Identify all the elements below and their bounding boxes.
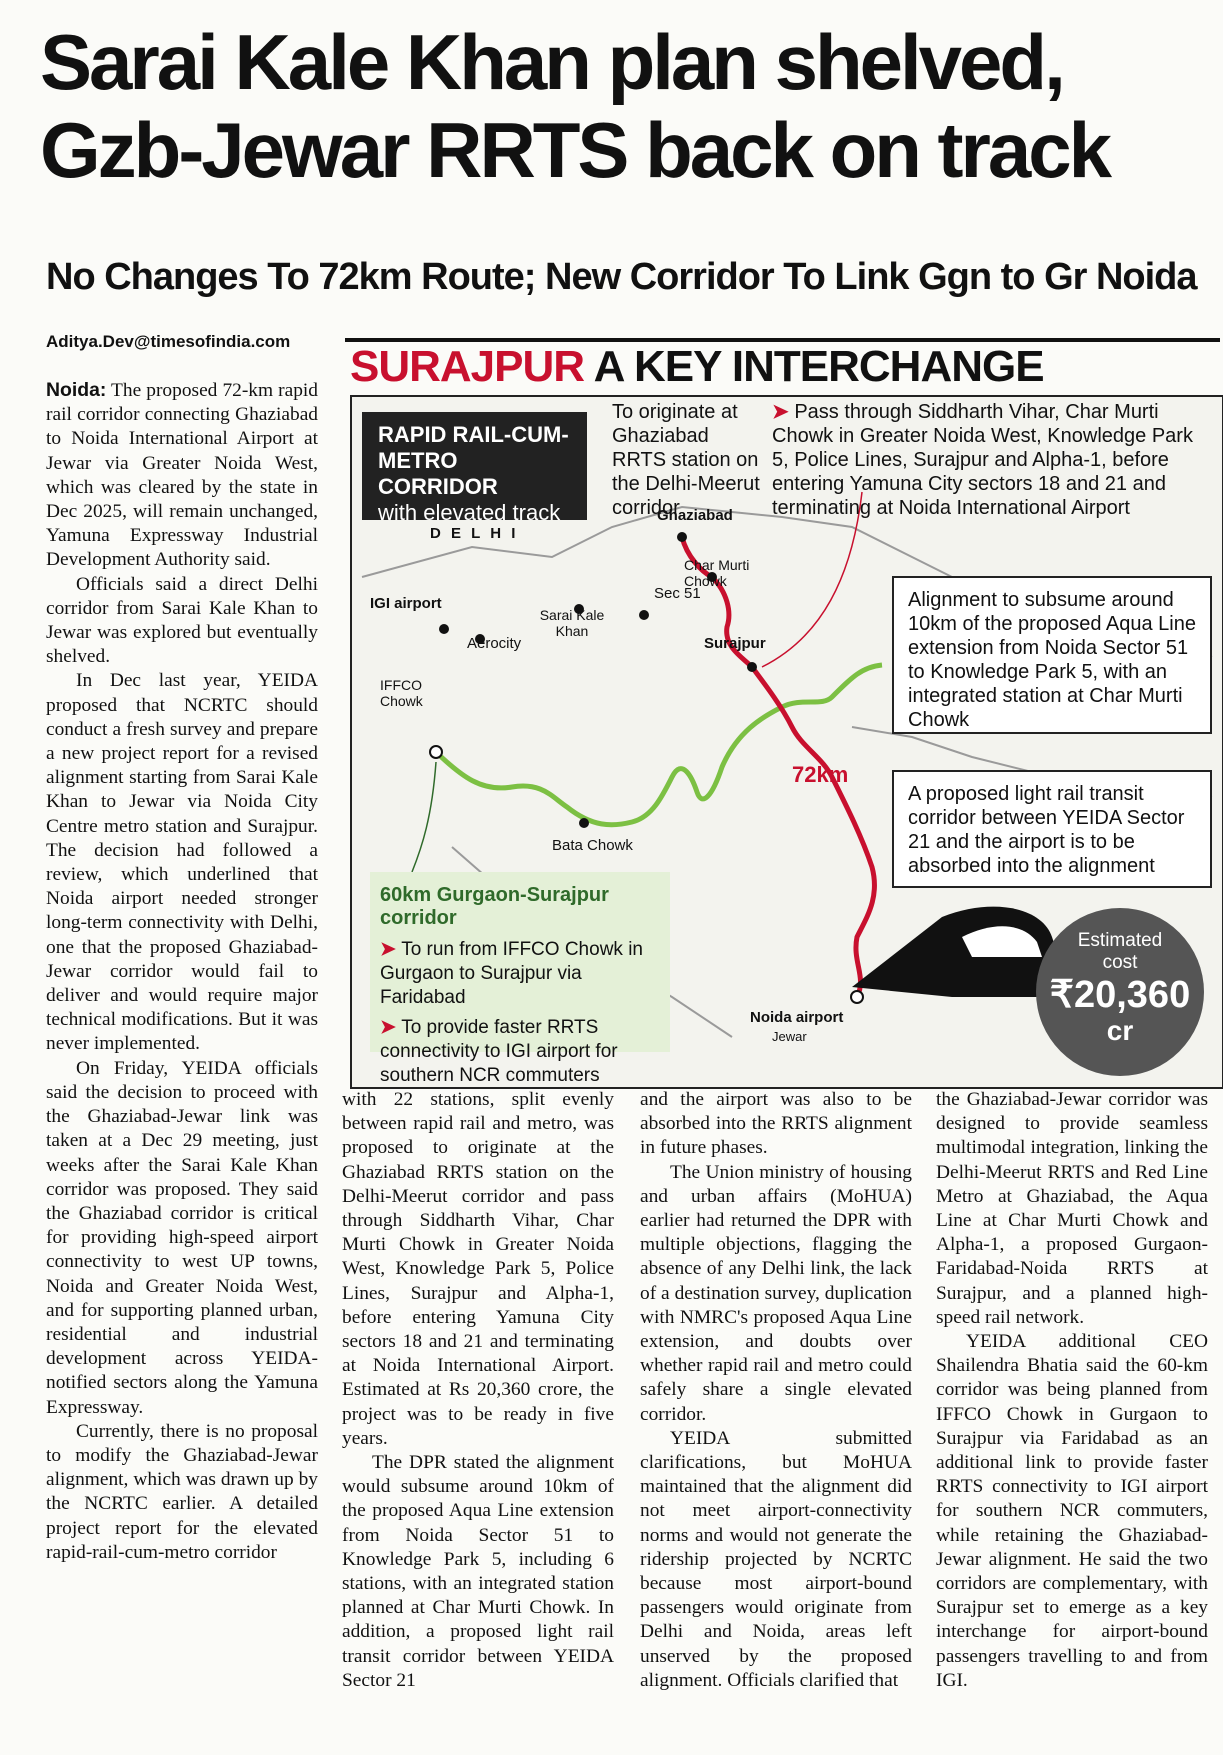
col3-para-2: The Union ministry of housing and urban affairs (MoHUA) earlier had returned the DPR with multiple objections, flagging the absence of any Delhi link, the lack of a destination survey, duplication with NMRC's proposed Aqua Line extension, and doubts over whether rapid rail and metro could safely share a single elevated corridor. (640, 1161, 912, 1425)
map-label-sec51: Sec 51 (654, 585, 701, 602)
corridor-subtitle: with elevated track (378, 500, 561, 525)
lrt-note: A proposed light rail transit corridor between YEIDA Sector 21 and the airport is to be absorbed into the alignment (892, 770, 1212, 888)
col1-para-5: Currently, there is no proposal to modify the Ghaziabad-Jewar alignment, which was drawn up by the NCRTC earlier. A detailed project report for the elevated rapid-rail-cum-metro corridor (46, 1420, 318, 1563)
article-column-2 (342, 1088, 614, 1753)
bata-dot (579, 818, 589, 828)
graphic-title-black: A KEY INTERCHANGE (584, 342, 1044, 391)
graphic-title (350, 342, 1044, 392)
col1-para-1 (46, 378, 318, 573)
igi-dot (439, 624, 449, 634)
col2-para-1: with 22 stations, split evenly between rapid rail and metro, was proposed to originate at the Ghaziabad RRTS station on the Delhi-Meerut corridor and pass through Siddharth Vihar, Char Murti Chowk in Greater Noida West, Knowledge Park 5, Police Lines, Surajpur and Alpha-1, before entering Yamuna City sectors 18 and 21 and terminating at Noida International Airport. Estimated at Rs 20,360 crore, the project was to be ready in five years. (342, 1089, 614, 1449)
cost-label: Estimated cost (1077, 930, 1163, 973)
corridor-title-box (362, 412, 587, 525)
map-label-igi: IGI airport (370, 595, 442, 612)
map-label-aerocity: Aerocity (467, 635, 522, 652)
article-column-4 (936, 1088, 1208, 1753)
graphic-title-red: SURAJPUR (350, 342, 585, 391)
gurgaon-item-2-text: To provide faster RRTS connectivity to IGI airport for southern NCR commuters (380, 1017, 618, 1086)
headline-line2: Gzb-Jewar RRTS back on track (40, 106, 1110, 194)
map-label-ghaziabad: Ghaziabad (657, 507, 733, 524)
cost-unit: cr (1106, 1015, 1134, 1046)
headline (40, 18, 1210, 194)
ghaziabad-dot (677, 532, 687, 542)
article-column-1 (46, 378, 318, 1753)
bullet-arrow-icon: ➤ (380, 1017, 402, 1038)
col2-para-2: The DPR stated the alignment would subsume around 10km of the proposed Aqua Line extension from Noida Sector 51 to Knowledge Park 5, including 6 stations, with an integrated station planned at Char Murti Chowk. In addition, a proposed light rail transit corridor between YEIDA Sector 21 (342, 1452, 614, 1691)
headline-line1: Sarai Kale Khan plan shelved, (40, 18, 1063, 106)
article-column-3 (640, 1088, 912, 1753)
col1-para-4: On Friday, YEIDA officials said the decision to proceed with the Ghaziabad-Jewar link was taken at a Dec 29 meeting, just weeks after the Sarai Kale Khan corridor was proposed. They said the Ghaziabad corridor is critical for providing high-speed airport connectivity to west UP towns, Noida and Greater Noida West, and for supporting planned urban, residential and industrial development across YEIDA-notified sectors along the Yamuna Expressway. (46, 1057, 318, 1418)
green-route (436, 665, 882, 825)
col4-para-1: the Ghaziabad-Jewar corridor was designed to provide seamless multimodal integration, linking the Delhi-Meerut RRTS and Red Line Metro at Ghaziabad, the Aqua Line at Char Murti Chowk and Alpha-1, a proposed Gurgaon-Faridabad-Noida RRTS at Surajpur, and a planned high-speed rail network. (936, 1089, 1208, 1328)
gurgaon-item-2 (380, 1016, 660, 1088)
alignment-note: Alignment to subsume around 10km of the proposed Aqua Line extension from Noida Sector 51 to Knowledge Park 5, with an integrated station at Char Murti Chowk (892, 576, 1212, 734)
arrow-to-gurgaon-note (412, 762, 436, 872)
map-label-jewar: Jewar (772, 1029, 807, 1044)
gurgaon-title: 60km Gurgaon-Surajpur corridor (380, 884, 609, 929)
col1-para-1-text: The proposed 72-km rapid rail corridor connecting Ghaziabad to Noida International Airport at Jewar via Greater Noida West, which was cleared by the state in Dec 2025, will remain unchanged, Yamuna Expressway Industrial Development Authority said. (46, 380, 318, 571)
col4-para-2: YEIDA additional CEO Shailendra Bhatia said the 60-km corridor was being planned from IFFCO Chowk in Gurgaon to Surajpur via Faridabad as an additional link to provide faster RRTS connectivity to IGI airport for southern NCR commuters, while retaining the Ghaziabad-Jewar alignment. He said the two corridors are complementary, with Surajpur set to emerge as a key interchange for airport-bound passengers travelling to and from IGI. (936, 1331, 1208, 1691)
originate-note: To originate at Ghaziabad RRTS station on the Delhi-Meerut corridor (612, 401, 760, 519)
noida-airport-dot (851, 991, 863, 1003)
pass-through-text: Pass through Siddharth Vihar, Char Murti Chowk in Greater Noida West, Knowledge Park 5, Police Lines, Surajpur and Alpha-1, before entering Yamuna City sectors 18 and 21 and terminating at Noida International Airport (772, 401, 1193, 519)
deck: No Changes To 72km Route; New Corridor To Link Ggn to Gr Noida (46, 256, 1197, 298)
col3-para-1: and the airport was also to be absorbed into the RRTS alignment in future phases. (640, 1089, 912, 1159)
gurgaon-item-1 (380, 938, 660, 1010)
cost-value: ₹20,360 (1049, 974, 1191, 1016)
gurgaon-item-1-text: To run from IFFCO Chowk in Gurgaon to Surajpur via Faridabad (380, 939, 643, 1008)
map-label-iffco: IFFCO Chowk (380, 677, 423, 709)
byline: Aditya.Dev@timesofindia.com (46, 332, 291, 351)
corridor-title: RAPID RAIL-CUM-METRO CORRIDOR (378, 422, 569, 499)
map-label-surajpur: Surajpur (704, 635, 766, 652)
map-label-sarai: Sarai Kale Khan (539, 607, 605, 639)
map-label-noida-airport: Noida airport (750, 1009, 844, 1026)
col3-para-3: YEIDA submitted clarifications, but MoHUA maintained that the alignment did not meet airport-connectivity norms and would not generate the ridership projected by NCRTC because most airport-bound passengers would originate from Delhi and Noida, areas left unserved by the proposed alignment. Officials clarified that (640, 1427, 912, 1691)
gurgaon-corridor-box (370, 872, 670, 1086)
col1-para-3: In Dec last year, YEIDA proposed that NCRTC should conduct a fresh survey and prepare a new project report for a revised alignment starting from Sarai Kale Khan to Jewar via Noida City Centre metro station and Surajpur. The decision had followed a review, which underlined that Noida airport needed stronger long-term connectivity with Delhi, one that the proposed Ghaziabad-Jewar corridor would fail to deliver and would require major technical modifications. But it was never implemented. (46, 670, 318, 1055)
sec51-dot (639, 610, 649, 620)
iffco-dot (430, 746, 442, 758)
map-label-delhi: D E L H I (430, 525, 519, 542)
pass-through-note (772, 400, 1212, 520)
map-label-length: 72km (792, 762, 849, 787)
bullet-arrow-icon: ➤ (380, 939, 402, 960)
pass-arrow-icon: ➤ (772, 401, 795, 423)
map-label-char-murti: Char Murti Chowk (684, 557, 750, 589)
surajpur-dot (747, 662, 757, 672)
dateline: Noida: (46, 379, 107, 401)
map-label-bata: Bata Chowk (552, 837, 633, 854)
col1-para-2: Officials said a direct Delhi corridor from Sarai Kale Khan to Jewar was explored but eventually shelved. (46, 573, 318, 668)
cost-badge (1036, 908, 1204, 1076)
